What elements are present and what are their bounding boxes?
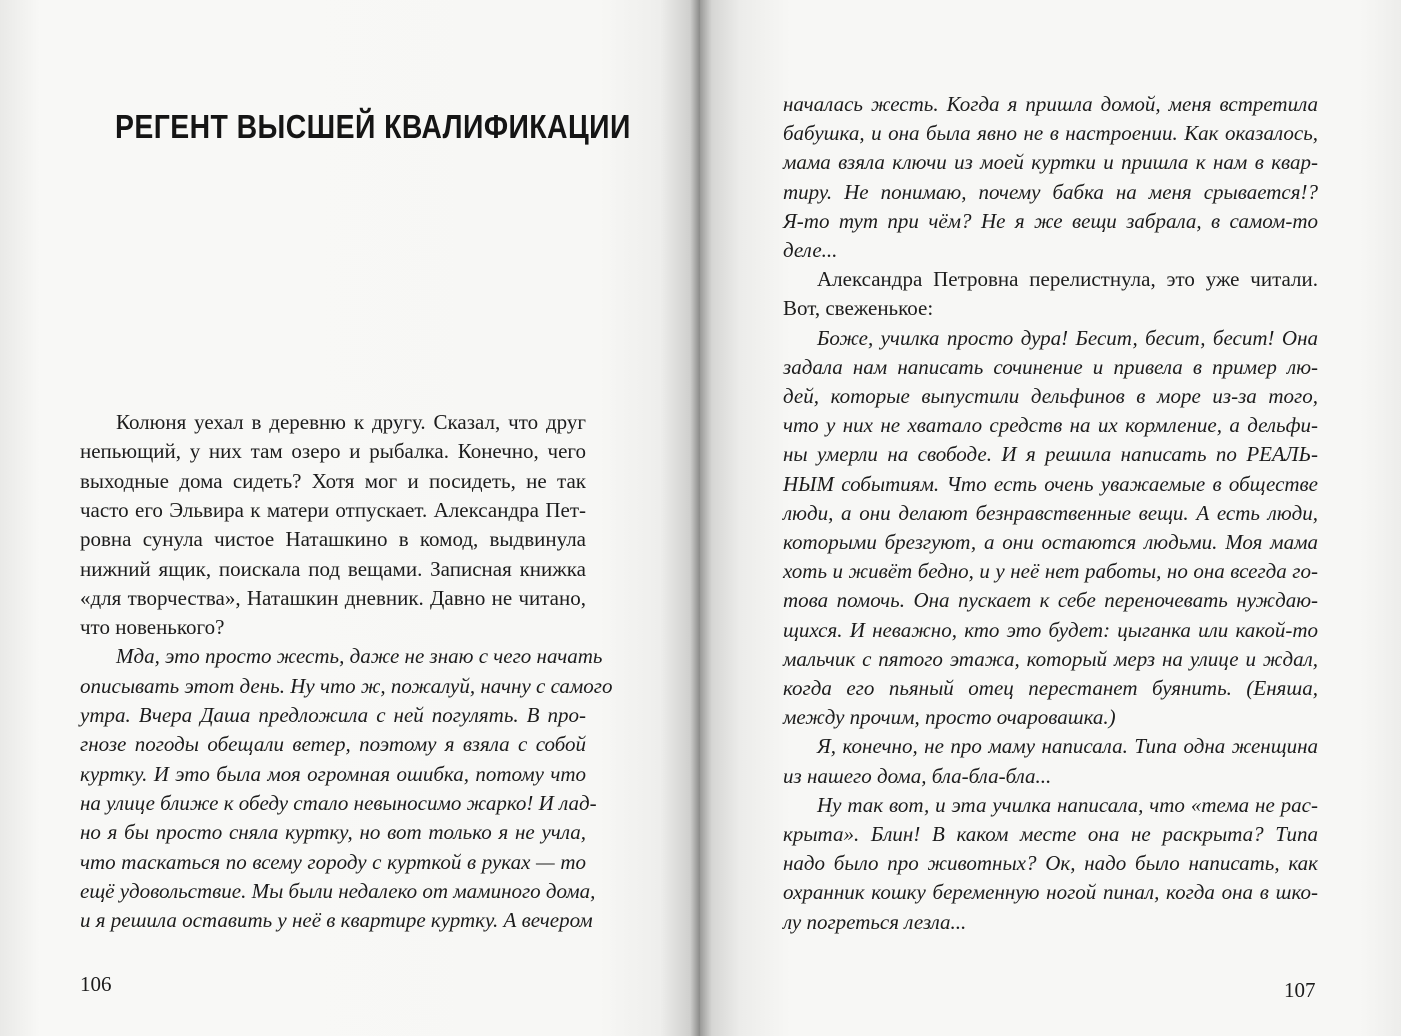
text-line: из нашего дома, бла-бла-бла...	[783, 763, 1052, 788]
text-line: ровна сунула чистое Наташкино в комод, выдвинула	[80, 527, 586, 552]
text-line: когда его пьяный отец перестанет буянить. (Еняша,	[783, 676, 1318, 700]
text-line: которыми брезгуют, а они остаются людьми. Моя мама	[783, 530, 1318, 554]
text-line: между прочим, просто очаровашка.)	[783, 705, 1116, 730]
text-line: что у них не хватало средств на их кормление, а дельфи-	[783, 413, 1318, 438]
text-line: Я-то тут при чём? Не я же вещи забрала, в самом-то	[783, 208, 1318, 233]
text-line: деле...	[783, 238, 838, 262]
text-line: и я решила оставить у неё в квартире куртку. А вечером	[80, 908, 593, 933]
text-line: выходные дома сидеть? Хотя мог и посидеть, не так	[80, 468, 586, 493]
text-line: описывать этот день. Ну что ж, пожалуй, начну с самого	[80, 673, 613, 698]
text-line: бабушка, и она была явно не в настроении. Как оказалось,	[783, 121, 1318, 146]
right-page	[700, 0, 1401, 1036]
text-line: но я бы просто сняла куртку, но вот только я не учла,	[80, 820, 586, 845]
text-line: тиру. Не понимаю, почему бабка на меня срывается!?	[783, 179, 1318, 204]
text-line: Александра Петровна перелистнула, это уже читали.	[817, 267, 1318, 292]
text-line: лу погреться лезла...	[783, 909, 967, 934]
text-line: часто его Эльвира к матери отпускает. Александра Пет-	[80, 497, 586, 522]
text-line: что новенького?	[80, 615, 225, 640]
text-line: «для творчества», Наташкин дневник. Давно не читано,	[80, 585, 586, 610]
text-line: Колюня уехал в деревню к другу. Сказал, что друг	[116, 410, 586, 434]
text-line: това помочь. Она пускает к себе переночевать нуждаю-	[783, 588, 1318, 613]
text-line: надо было про животных? Ок, надо было написать, как	[783, 851, 1318, 876]
text-line: задала нам написать сочинение и привела в пример лю-	[783, 354, 1318, 379]
text-line: гнозе погоды обещали ветер, поэтому я взяла с собой	[80, 732, 586, 757]
text-line: началась жесть. Когда я пришла домой, меня встретила	[783, 92, 1318, 116]
text-line: Мда, это просто жесть, даже не знаю с чего начать	[116, 644, 603, 669]
text-line: Ну так вот, и эта училка написала, что «тема не рас-	[817, 792, 1318, 817]
text-line: утра. Вчера Даша предложила с ней погулять. В про-	[80, 703, 586, 727]
left-page	[0, 0, 700, 1036]
text-line: дей, которые выпустили дельфинов в море из-за того,	[783, 384, 1318, 408]
text-line: Я, конечно, не про маму написала. Типа одна женщина	[817, 734, 1318, 759]
text-line: на улице ближе к обеду стало невыносимо жарко! И лад-	[80, 790, 597, 815]
text-line: охранник кошку беременную ногой пинал, когда она в шко-	[783, 880, 1318, 905]
text-line: Боже, училка просто дура! Бесит, бесит, бесит! Она	[817, 325, 1318, 350]
text-line: щихся. И неважно, кто это будет: цыганка или какой-то	[783, 617, 1318, 642]
text-line: ны умерли на свободе. И я решила написать по РЕАЛЬ-	[783, 442, 1318, 467]
text-line: мальчик с пятого этажа, который мерз на улице и ждал,	[783, 646, 1318, 671]
text-line: что таскаться по всему городу с курткой в руках — то	[80, 849, 586, 874]
text-line: хоть и живёт бедно, и у неё нет работы, но она всегда го-	[783, 559, 1318, 584]
text-line: НЫМ событиям. Что есть очень уважаемые в обществе	[783, 471, 1318, 496]
text-line: непьющий, у них там озеро и рыбалка. Конечно, чего	[80, 439, 586, 464]
text-line: мама взяла ключи из моей куртки и пришла к нам в квар-	[783, 150, 1318, 175]
text-line: куртку. И это была моя огромная ошибка, потому что	[80, 761, 586, 786]
text-line: крыта». Блин! В каком месте она не раскрыта? Типа	[783, 822, 1318, 846]
chapter-title: РЕГЕНТ ВЫСШЕЙ КВАЛИФИКАЦИИ	[115, 108, 631, 145]
text-line: ещё удовольствие. Мы были недалеко от маминого дома,	[80, 878, 596, 903]
text-line: Вот, свеженькое:	[783, 296, 934, 321]
page-number-right: 107	[1284, 978, 1316, 1002]
text-line: нижний ящик, поискала под вещами. Записная книжка	[80, 556, 586, 581]
page-number-left: 106	[80, 972, 112, 996]
text-line: люди, а они делают безнравственные вещи. А есть люди,	[783, 500, 1318, 525]
